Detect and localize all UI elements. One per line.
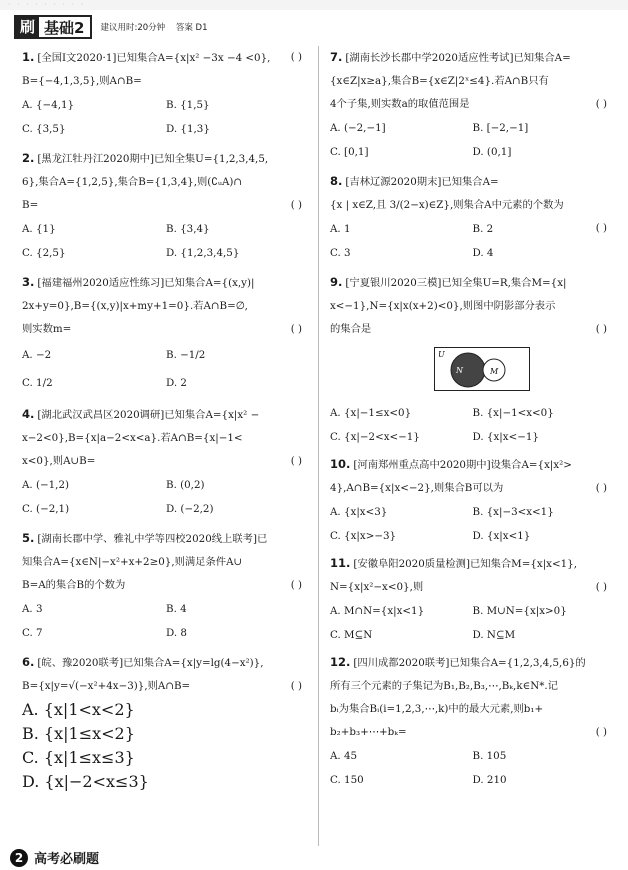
answer-reference: 答案 D1 <box>175 23 208 33</box>
option-c[interactable]: C. {x|x>−3} <box>330 530 397 542</box>
question-text: [皖、豫2020联考]已知集合A={x|y=lg(4−x²)}, <box>37 657 264 669</box>
option-a[interactable]: A. {−4,1} <box>22 99 75 111</box>
question-line <box>22 527 310 551</box>
question-line <box>330 318 615 341</box>
question-text: x−2<0},B={x|a−2<x<a}.若A∩B={x|−1< <box>22 432 243 444</box>
option-d[interactable]: D. 8 <box>166 627 187 639</box>
question-number: 12. <box>330 655 351 669</box>
suggested-time: 建议用时:20分钟 <box>100 23 166 33</box>
question-text: [全国Ⅰ文2020·1]已知集合A={x|x² −3x −4 <0}, <box>37 52 271 64</box>
options-grid <box>330 116 615 164</box>
question-text: [安徽阜阳2020质量检测]已知集合M={x|x<1}, <box>353 558 577 570</box>
options-grid <box>330 599 615 647</box>
right-column <box>330 46 615 792</box>
question-line <box>330 194 615 217</box>
question-number: 5. <box>22 531 35 545</box>
option-c[interactable]: C. M⊆N <box>330 629 373 641</box>
option-c[interactable]: C. 7 <box>22 627 43 639</box>
option-d[interactable]: D. {1,3} <box>166 123 210 135</box>
question-number: 8. <box>330 174 343 188</box>
answer-blank[interactable]: ( ) <box>595 222 607 234</box>
options-grid <box>22 597 310 645</box>
option-b[interactable]: B. {x|1≤x<2} <box>22 724 135 743</box>
question-text: 4个子集,则实数a的取值范围是 <box>330 98 470 110</box>
question-line <box>22 427 310 450</box>
option-b[interactable]: B. M∪N={x|x>0} <box>472 605 567 617</box>
option-d[interactable]: D. (0,1] <box>472 146 512 158</box>
page-number: 2 <box>10 849 28 867</box>
question <box>22 46 310 141</box>
question <box>22 651 310 794</box>
venn-label-m: M <box>490 367 499 376</box>
options-grid <box>22 341 310 397</box>
question-line <box>22 574 310 597</box>
question-line <box>22 171 310 194</box>
option-b[interactable]: B. 2 <box>472 223 494 235</box>
question-text: B={x|y=√(−x²+4x−3)},则A∩B= <box>22 680 191 692</box>
option-a[interactable]: A. 1 <box>330 223 351 235</box>
question-line <box>22 46 310 70</box>
section-title: 基础2 <box>44 18 85 37</box>
option-a[interactable]: A. {x|x<3} <box>330 506 388 518</box>
question-number: 7. <box>330 50 343 64</box>
question-line <box>330 552 615 576</box>
question-line <box>330 271 615 295</box>
question-line <box>22 450 310 473</box>
question-text: 6},集合A={1,2,5},集合B={1,3,4},则(∁ᵤA)∩ <box>22 176 243 188</box>
option-c[interactable]: C. 1/2 <box>22 377 53 389</box>
option-b[interactable]: B. −1/2 <box>166 349 206 361</box>
question-text: [湖北武汉武昌区2020调研]已知集合A={x|x² − <box>37 409 260 421</box>
options-list <box>22 698 310 794</box>
question-text: x<0},则A∪B= <box>22 455 96 467</box>
option-c[interactable]: C. (−2,1) <box>22 503 70 515</box>
question-line <box>330 576 615 599</box>
question-text: [四川成都2020联考]已知集合A={1,2,3,4,5,6}的 <box>353 657 586 669</box>
option-a[interactable]: A. {x|−1≤x<0} <box>330 407 412 419</box>
option-c[interactable]: C. {x|1≤x≤3} <box>22 748 135 767</box>
option-d[interactable]: D. 210 <box>472 774 507 786</box>
option-a[interactable]: A. −2 <box>22 349 52 361</box>
question-line <box>22 403 310 427</box>
question-text: b₂+b₃+⋯+bₖ= <box>330 726 407 738</box>
options-grid <box>330 500 615 548</box>
question <box>330 271 615 449</box>
question <box>22 271 310 397</box>
question <box>330 453 615 548</box>
question-line <box>330 70 615 93</box>
badge-glyph: 刷 <box>16 17 39 37</box>
question-text: {x | x∈Z,且 3/(2−x)∈Z},则集合A中元素的个数为 <box>330 199 564 211</box>
answer-blank[interactable]: ( ) <box>595 581 607 593</box>
question-line <box>330 477 615 500</box>
option-b[interactable]: B. 4 <box>166 603 187 615</box>
answer-blank[interactable]: ( ) <box>595 98 607 110</box>
option-b[interactable]: B. [−2,−1] <box>472 122 529 134</box>
option-a[interactable]: A. {1} <box>22 223 56 235</box>
option-c[interactable]: C. [0,1] <box>330 146 369 158</box>
options-grid <box>330 744 615 792</box>
question-text: bᵢ为集合Bᵢ(i=1,2,3,⋯,k)中的最大元素,则b₁+ <box>330 703 544 715</box>
question-text: 的集合是 <box>330 323 372 335</box>
question-number: 10. <box>330 457 351 471</box>
question-line <box>22 70 310 93</box>
question-text: 则实数m= <box>22 323 72 335</box>
question-text: [黑龙江牡丹江2020期中]已知全集U={1,2,3,4,5, <box>37 153 269 165</box>
question-number: 9. <box>330 275 343 289</box>
options-grid <box>22 93 310 141</box>
option-b[interactable]: B. {x|−1<x<0} <box>472 407 554 419</box>
question-text: {x∈Z|x≥a},集合B={x∈Z|2ˣ≤4}.若A∩B只有 <box>330 75 549 87</box>
question-number: 11. <box>330 556 351 570</box>
option-a[interactable]: A. 3 <box>22 603 43 615</box>
section-meta <box>100 21 215 33</box>
question-line <box>22 194 310 217</box>
answer-blank[interactable]: ( ) <box>290 579 302 591</box>
option-d[interactable]: D. N⊆M <box>472 629 516 641</box>
venn-label-n: N <box>456 366 463 375</box>
question-line <box>22 318 310 341</box>
section-header <box>14 16 216 38</box>
option-c[interactable]: C. 150 <box>330 774 364 786</box>
question-line <box>330 295 615 318</box>
section-badge <box>14 15 92 39</box>
option-b[interactable]: B. {1,5} <box>166 99 210 111</box>
question-text: [福建福州2020适应性练习]已知集合A={(x,y)| <box>37 277 255 289</box>
question-text: [河南郑州重点高中2020期中]设集合A={x|x²> <box>353 459 572 471</box>
question-line <box>22 675 310 698</box>
question-text: B= <box>22 199 39 211</box>
question-line <box>330 721 615 744</box>
question-number: 1. <box>22 50 35 64</box>
question-line <box>330 698 615 721</box>
option-b[interactable]: B. {3,4} <box>166 223 210 235</box>
question-text: [湖南长郡中学、雅礼中学等四校2020线上联考]已 <box>37 533 268 545</box>
option-d[interactable]: D. {1,2,3,4,5} <box>166 247 240 259</box>
option-b[interactable]: B. {x|−3<x<1} <box>472 506 554 518</box>
question-text: B={−4,1,3,5},则A∩B= <box>22 75 142 87</box>
question-number: 6. <box>22 655 35 669</box>
column-divider <box>318 46 319 846</box>
question-text: [湖南长沙长郡中学2020适应性考试]已知集合A= <box>345 52 571 64</box>
option-a[interactable]: A. {x|1<x<2} <box>22 700 135 719</box>
question-line <box>22 147 310 171</box>
question-text: B=A的集合B的个数为 <box>22 579 126 591</box>
question <box>330 651 615 792</box>
option-d[interactable]: D. 4 <box>472 247 494 259</box>
answer-blank[interactable]: ( ) <box>290 680 302 692</box>
option-b[interactable]: B. (0,2) <box>166 479 205 491</box>
question-line <box>330 170 615 194</box>
option-a[interactable]: A. (−2,−1] <box>330 122 386 134</box>
question <box>22 147 310 265</box>
question-line <box>22 651 310 675</box>
answer-blank[interactable]: ( ) <box>290 199 302 211</box>
option-c[interactable]: C. {x|−2<x<−1} <box>330 431 420 443</box>
question <box>330 46 615 164</box>
question-line <box>330 675 615 698</box>
venn-diagram <box>434 347 530 391</box>
options-grid <box>22 217 310 265</box>
page-footer <box>10 848 99 867</box>
faded-header-text: · · · · · · · · · <box>8 0 86 9</box>
venn-label-u: U <box>438 350 445 359</box>
option-b[interactable]: B. 105 <box>472 750 507 762</box>
question-text: 知集合A={x∈N|−x²+x+2≥0},则满足条件A∪ <box>22 556 243 568</box>
answer-blank[interactable]: ( ) <box>290 323 302 335</box>
question-line <box>22 551 310 574</box>
question-line <box>22 271 310 295</box>
question-number: 4. <box>22 407 35 421</box>
option-d[interactable]: D. {x|x<−1} <box>472 431 539 443</box>
book-title: 高考必刷题 <box>34 852 100 867</box>
question-text: x<−1},N={x|x(x+2)<0},则图中阴影部分表示 <box>330 300 556 312</box>
options-grid <box>22 473 310 521</box>
answer-blank[interactable]: ( ) <box>290 51 302 63</box>
option-c[interactable]: C. 3 <box>330 247 351 259</box>
question-line <box>22 295 310 318</box>
question <box>22 527 310 645</box>
option-a[interactable]: A. 45 <box>330 750 358 762</box>
question-line <box>330 453 615 477</box>
question-text: 所有三个元素的子集记为B₁,B₂,B₃,⋯,Bₖ,k∈N*.记 <box>330 680 558 692</box>
question <box>330 552 615 647</box>
top-strip <box>0 0 628 10</box>
question-text: 2x+y=0},B={(x,y)|x+my+1=0}.若A∩B=∅, <box>22 300 248 312</box>
option-d[interactable]: D. 2 <box>166 377 187 389</box>
option-d[interactable]: D. (−2,2) <box>166 503 214 515</box>
question-text: [宁夏银川2020三模]已知全集U=R,集合M={x| <box>345 277 567 289</box>
answer-blank[interactable]: ( ) <box>595 482 607 494</box>
question-line <box>330 651 615 675</box>
option-d[interactable]: D. {x|−2<x≤3} <box>22 772 149 791</box>
question <box>330 170 615 265</box>
question-text: [吉林辽源2020期末]已知集合A= <box>345 176 499 188</box>
answer-blank[interactable]: ( ) <box>595 726 607 738</box>
question-text: 4},A∩B={x|x<−2},则集合B可以为 <box>330 482 504 494</box>
question-number: 2. <box>22 151 35 165</box>
option-c[interactable]: C. {2,5} <box>22 247 66 259</box>
answer-blank[interactable]: ( ) <box>290 455 302 467</box>
options-grid <box>330 217 615 265</box>
question-line <box>330 93 615 116</box>
question-number: 3. <box>22 275 35 289</box>
answer-blank[interactable]: ( ) <box>595 323 607 335</box>
option-a[interactable]: A. M∩N={x|x<1} <box>330 605 425 617</box>
question <box>22 403 310 521</box>
option-d[interactable]: D. {x|x<1} <box>472 530 531 542</box>
options-grid <box>330 401 615 449</box>
option-c[interactable]: C. {3,5} <box>22 123 66 135</box>
question-text: N={x|x²−x<0},则 <box>330 581 424 593</box>
left-column <box>22 46 310 794</box>
question-line <box>330 46 615 70</box>
option-a[interactable]: A. (−1,2) <box>22 479 70 491</box>
